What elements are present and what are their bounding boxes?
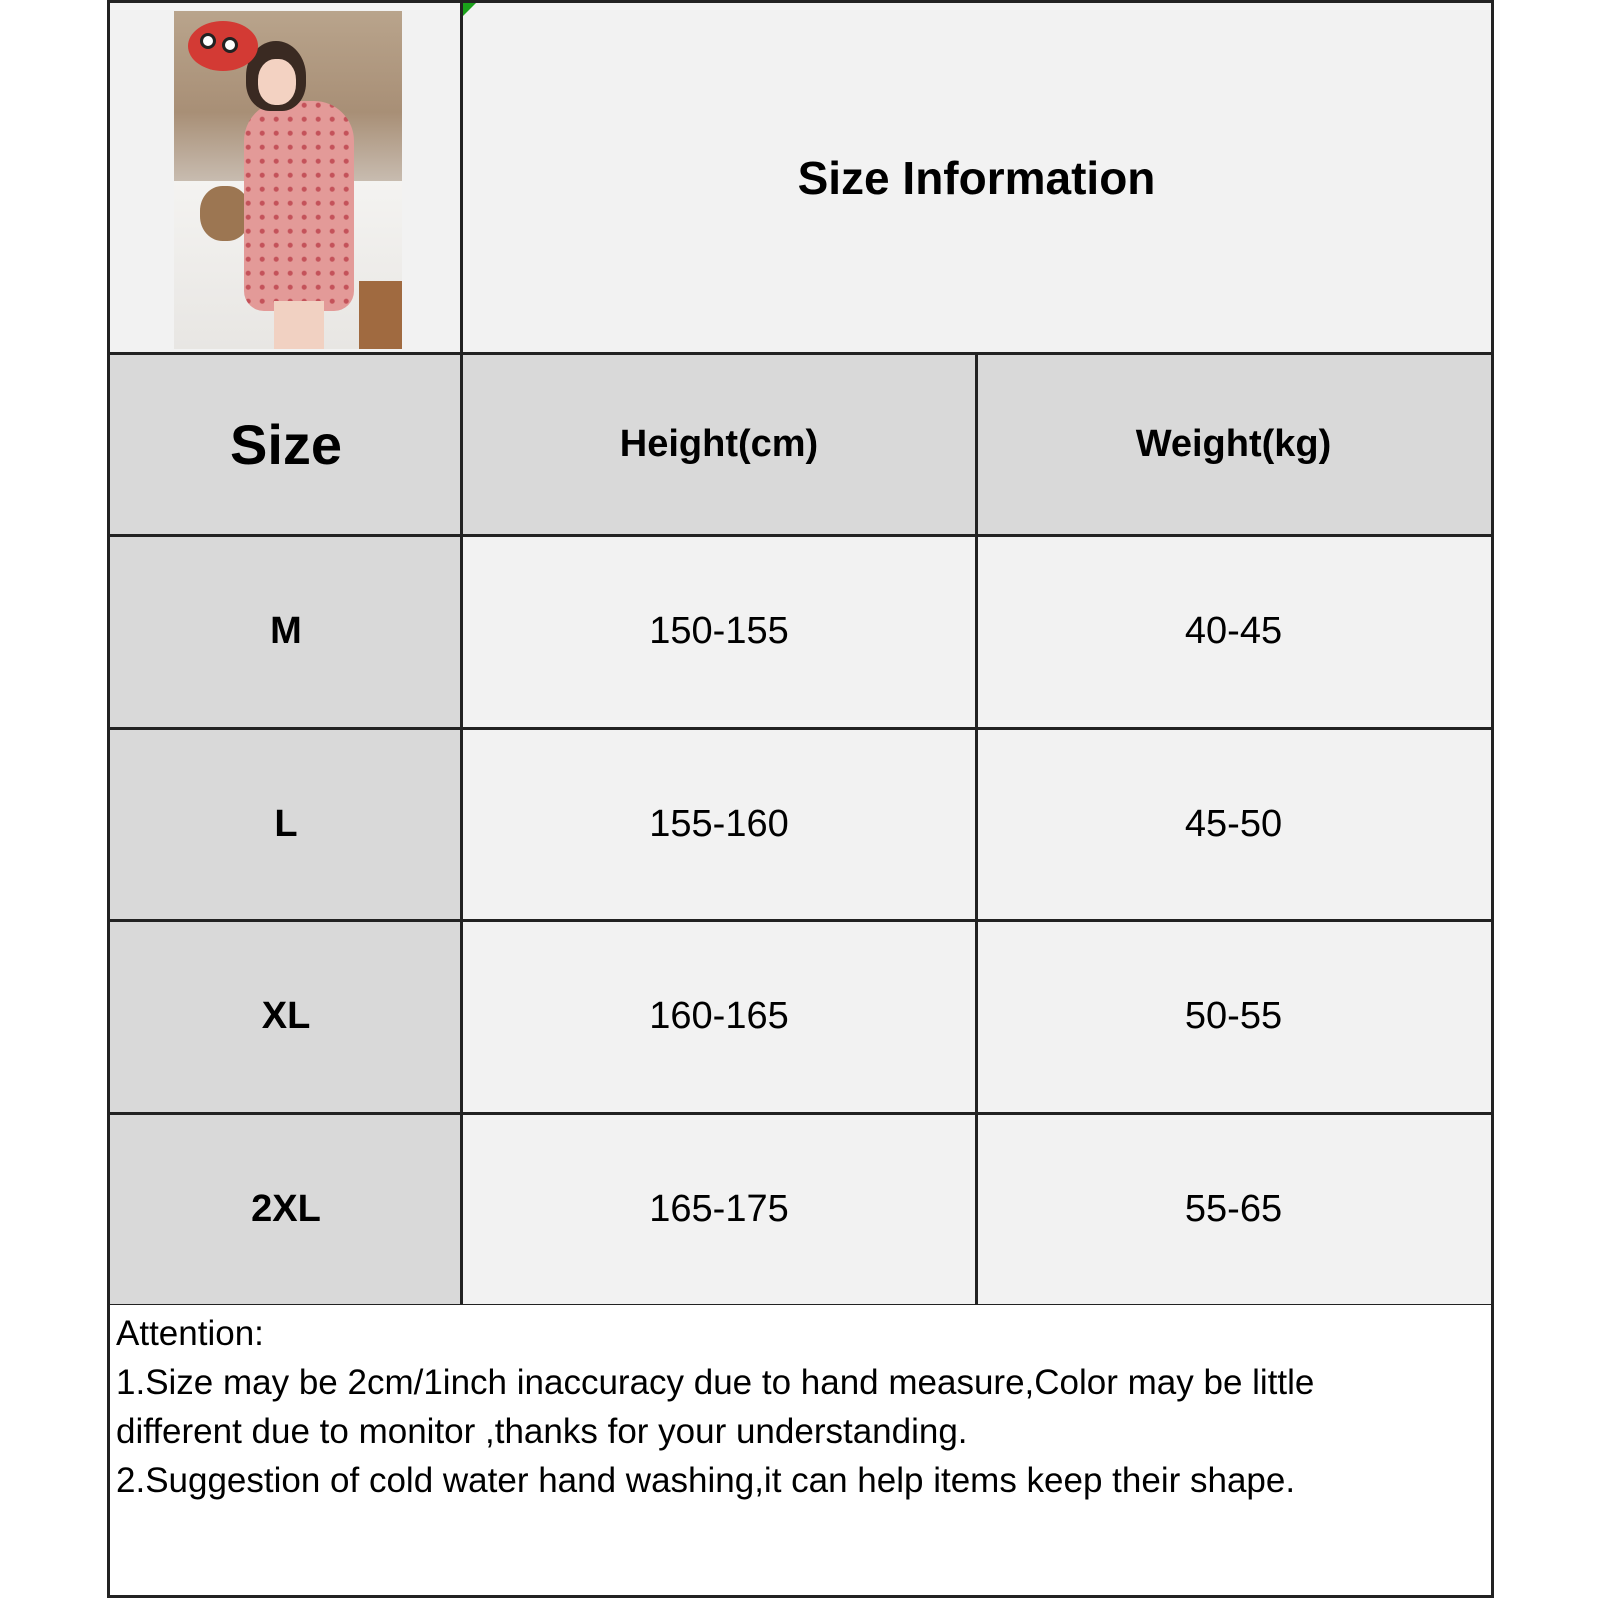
table-row-weight: 40-45 (976, 535, 1491, 728)
table-row-height: 155-160 (462, 728, 976, 920)
photo-face (258, 59, 296, 105)
grid-line (975, 353, 978, 1305)
table-row-size: XL (110, 920, 462, 1113)
grid-line (460, 3, 463, 1305)
notes-line: 1.Size may be 2cm/1inch inaccuracy due to hand measure,Color may be little (116, 1363, 1315, 1402)
table-row-height: 160-165 (462, 920, 976, 1113)
table-row-height: 150-155 (462, 535, 976, 728)
header-height: Height(cm) (462, 353, 976, 535)
product-photo-cell (110, 3, 462, 353)
header-weight: Weight(kg) (976, 353, 1491, 535)
table-row-weight: 45-50 (976, 728, 1491, 920)
table-row-height: 165-175 (462, 1113, 976, 1305)
photo-dress (244, 101, 354, 311)
notes-heading: Attention: (116, 1314, 264, 1353)
table-row-size: M (110, 535, 462, 728)
hairband-eye-icon (222, 37, 238, 53)
photo-legs (274, 301, 324, 349)
attention-notes (110, 1305, 1491, 1595)
grid-line (110, 727, 1491, 730)
header-size: Size (110, 353, 462, 535)
notes-line: different due to monitor ,thanks for your understanding. (116, 1412, 968, 1451)
grid-line (110, 352, 1491, 355)
grid-line (110, 1112, 1491, 1115)
photo-teddy-bear (200, 186, 250, 241)
notes-line: 2.Suggestion of cold water hand washing,it can help items keep their shape. (116, 1461, 1296, 1500)
table-row-weight: 50-55 (976, 920, 1491, 1113)
cell-marker-icon (462, 3, 476, 17)
table-row-weight: 55-65 (976, 1113, 1491, 1305)
table-row-size: L (110, 728, 462, 920)
size-chart-sheet (107, 0, 1494, 1598)
grid-line (110, 919, 1491, 922)
product-photo (174, 11, 402, 349)
photo-floor (359, 281, 402, 349)
hairband-eye-icon (200, 33, 216, 49)
page-title: Size Information (462, 3, 1491, 353)
table-row-size: 2XL (110, 1113, 462, 1305)
grid-line (110, 534, 1491, 537)
